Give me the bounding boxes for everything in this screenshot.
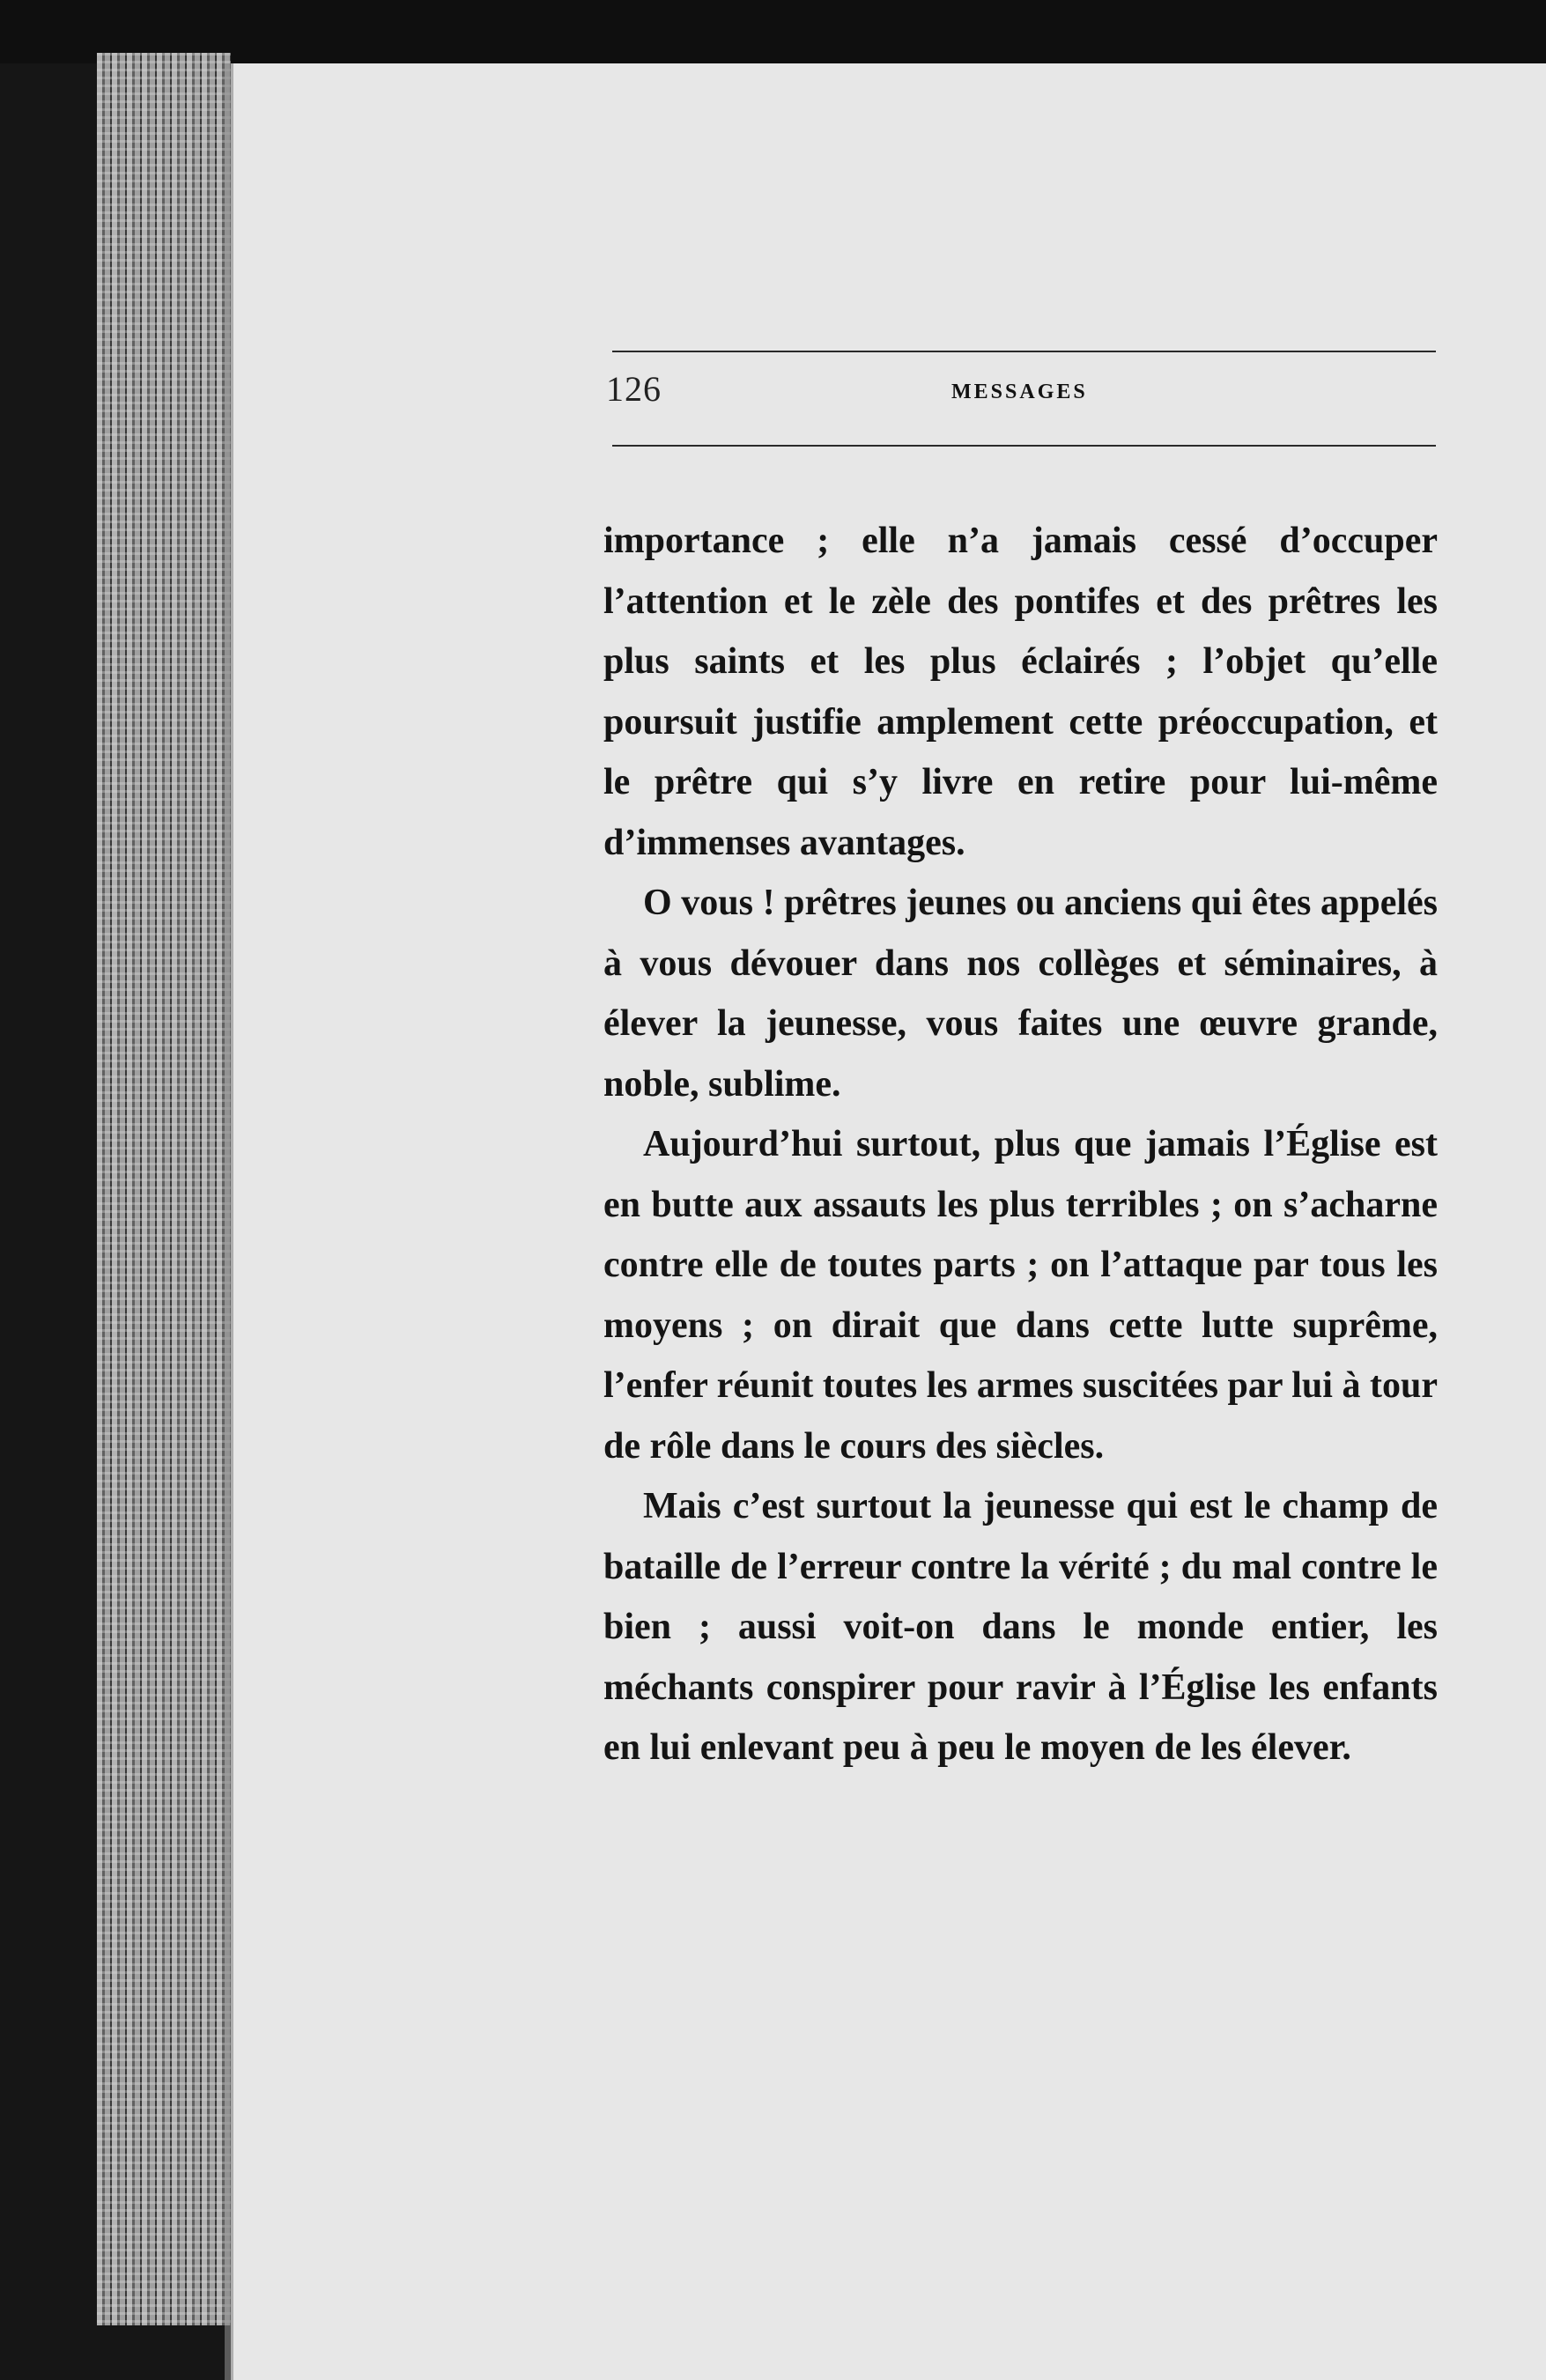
header-rule-bottom [612,445,1436,447]
paragraph: O vous ! prêtres jeunes ou anciens qui êtes appelés à vous dévouer dans nos collèges et séminaires, à élever la jeunesse, vous faites une œuvre grande, noble, sublime. [603,883,1438,1105]
book-page-edges [97,53,231,2325]
page-gutter-shadow [225,63,233,2380]
paragraph: Mais c’est surtout la jeunesse qui est le champ de bataille de l’erreur contre la vérité ; du mal contre le bien ; aussi voit-on dans le monde entier, les méchants conspirer pour ravir à l’Église les enfants en lui enlevant peu à peu le moyen de les élever. [603,1486,1438,1768]
running-head: MESSAGES [951,381,1088,403]
scan-top-border [0,0,1546,63]
paragraph-continuation: importance ; elle n’a jamais cessé d’occuper l’attention et le zèle des pontifes et des prêtres les plus saints et les plus éclairés ; l’objet qu’elle poursuit justifie amplement cette préoccupation, et le prêtre qui s’y livre en retire pour lui-même d’immenses avantages. [603,521,1438,863]
paragraph: Aujourd’hui surtout, plus que jamais l’Église est en butte aux assauts les plus terribles ; on s’acharne contre elle de toutes parts ; on l’attaque par tous les moyens ; on dirait que dans cette lutte suprême, l’enfer réunit toutes les armes suscitées par lui à tour de rôle dans le cours des siècles. [603,1124,1438,1467]
header-rule-top [612,351,1436,352]
body-text [603,511,1438,1778]
page-number: 126 [606,369,662,409]
